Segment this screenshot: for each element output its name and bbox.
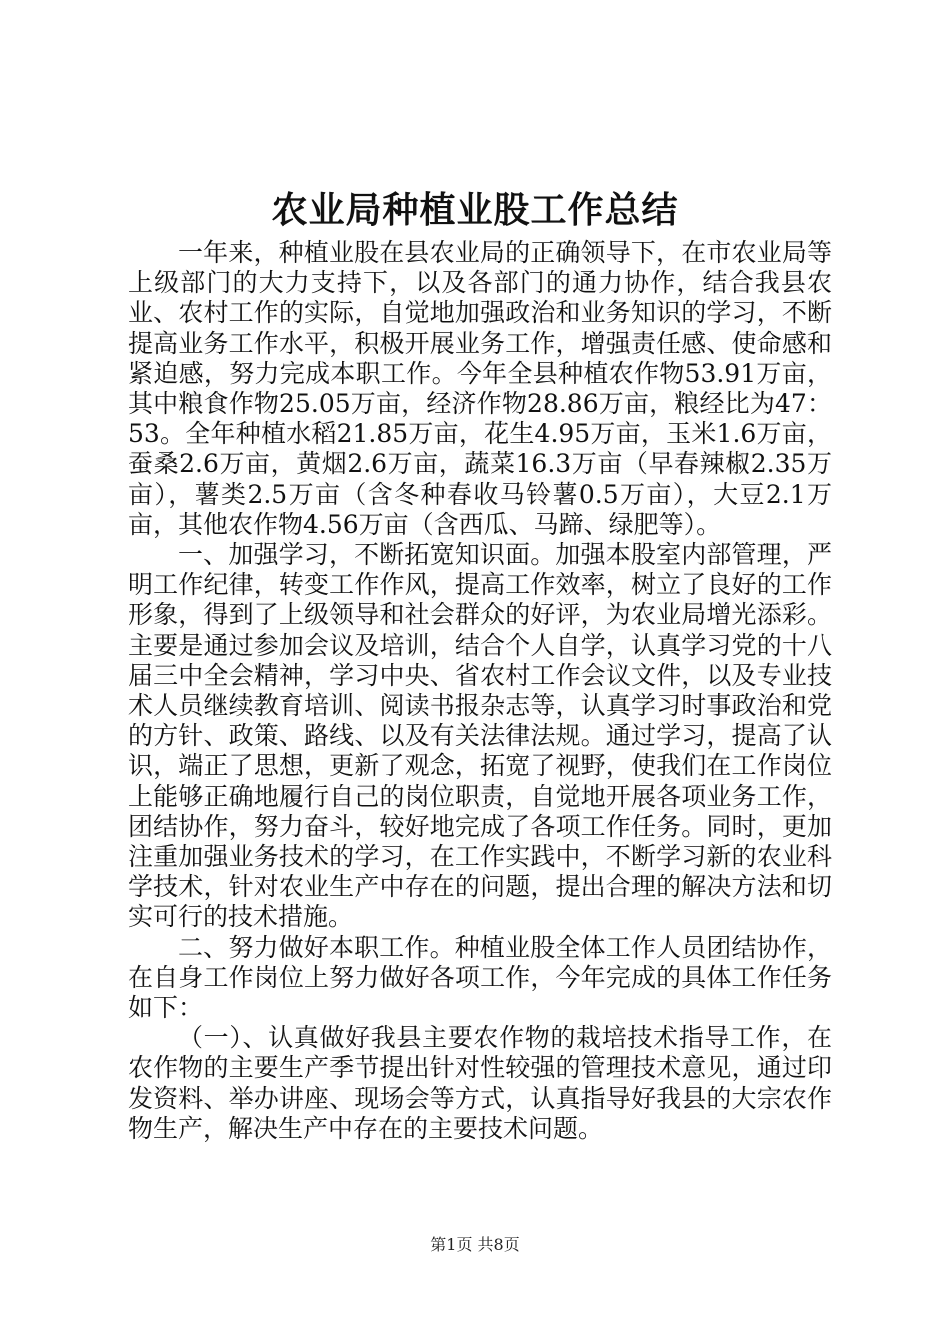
document-body	[128, 238, 832, 1144]
paragraph-section-1: 一、加强学习，不断拓宽知识面。加强本股室内部管理，严明工作纪律，转变工作作风，提高工作效率，树立了良好的工作形象，得到了上级领导和社会群众的好评，为农业局增光添彩。主要是通过参加会议及培训，结合个人自学，认真学习党的十八届三中全会精神，学习中央、省农村工作会议文件，以及专业技术人员继续教育培训、阅读书报杂志等，认真学习时事政治和党的方针、政策、路线、以及有关法律法规。通过学习，提高了认识，端正了思想，更新了观念，拓宽了视野，使我们在工作岗位上能够正确地履行自己的岗位职责，自觉地开展各项业务工作，团结协作，努力奋斗，较好地完成了各项工作任务。同时，更加注重加强业务技术的学习，在工作实践中，不断学习新的农业科学技术，针对农业生产中存在的问题，提出合理的解决方法和切实可行的技术措施。	[128, 540, 832, 932]
document-title: 农业局种植业股工作总结	[271, 189, 679, 231]
paragraph-intro: 一年来，种植业股在县农业局的正确领导下，在市农业局等上级部门的大力支持下，以及各部门的通力协作，结合我县农业、农村工作的实际，自觉地加强政治和业务知识的学习，不断提高业务工作水平，积极开展业务工作，增强责任感、使命感和紧迫感，努力完成本职工作。今年全县种植农作物53.91万亩，其中粮食作物25.05万亩，经济作物28.86万亩，粮经比为47：53。全年种植水稻21.85万亩，花生4.95万亩，玉米1.6万亩，蚕桑2.6万亩，黄烟2.6万亩，蔬菜16.3万亩（早春辣椒2.35万亩），薯类2.5万亩（含冬种春收马铃薯0.5万亩），大豆2.1万亩，其他农作物4.56万亩（含西瓜、马蹄、绿肥等）。	[128, 238, 832, 539]
page-footer: 第1页 共8页	[430, 1235, 520, 1254]
paragraph-section-2: 二、努力做好本职工作。种植业股全体工作人员团结协作，在自身工作岗位上努力做好各项工作，今年完成的具体工作任务如下：	[128, 932, 832, 1023]
paragraph-subsection-1: （一）、认真做好我县主要农作物的栽培技术指导工作，在农作物的主要生产季节提出针对性较强的管理技术意见，通过印发资料、举办讲座、现场会等方式，认真指导好我县的大宗农作物生产，解决生产中存在的主要技术问题。	[128, 1023, 832, 1143]
